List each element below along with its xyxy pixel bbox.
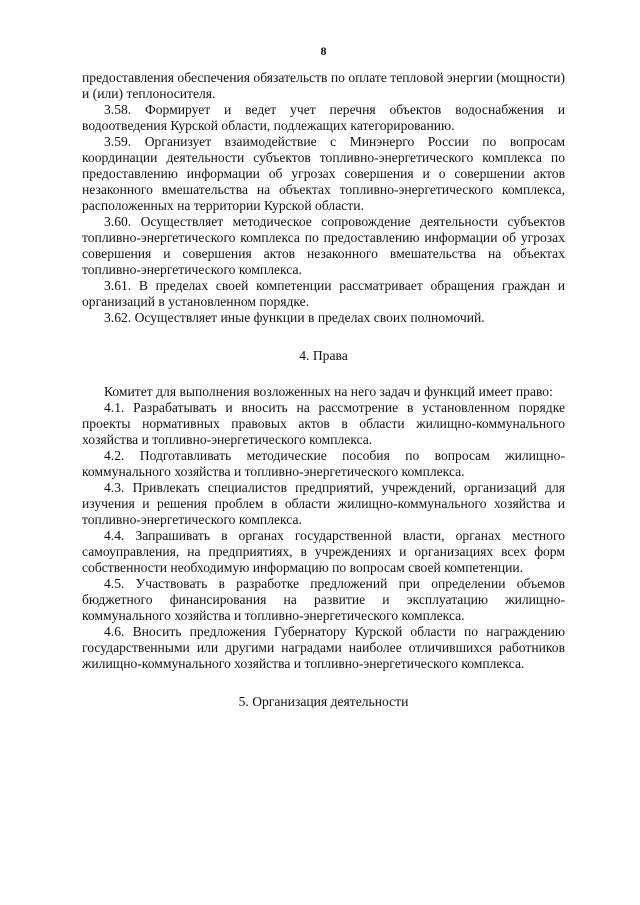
section-5-heading: 5. Организация деятельности [238,694,409,709]
paragraph-text: Разрабатывать и вносить на рассмотрение в установленном порядке проекты нормативных правовых актов в области жилищно-коммунального хозяйства и топливно-энергетического комплекса. [82,400,566,447]
paragraph-3-57-continued: предоставления обеспечения обязательств по оплате тепловой энергии (мощности) и (или) теплоносителя. [82,70,565,101]
paragraph-number: 4.1. [104,400,125,415]
paragraph-number: 3.62. [104,310,132,325]
paragraph-3-59 [82,134,565,214]
paragraph-number: 4.4. [104,528,125,543]
paragraph-number: 4.2. [104,448,125,463]
paragraph-number: 3.61. [104,278,132,293]
paragraph-3-62 [82,310,565,326]
paragraph-text: Участвовать в разработке предложений при определении объемов бюджетного финансирования на развитие и эксплуатацию жилищно-коммунального хозяйства и топливно-энергетического комплекса. [82,576,565,623]
paragraph-number: 4.3. [104,480,125,495]
paragraph-text: Осуществляет методическое сопровождение деятельности субъектов топливно-энергетического комплекса по предоставлению информации об угрозах совершения и совершения актов незаконного вмешательства на объектах топливно-энергетического комплекса. [82,214,565,277]
paragraph-text: Формирует и ведет учет перечня объектов водоснабжения и водоотведения Курской области, подлежащих категорированию. [82,102,565,133]
paragraph-4-2 [82,448,565,480]
paragraph-4-4 [82,528,565,576]
paragraph-4-6 [82,624,565,672]
paragraph-4-3 [82,480,565,528]
paragraph-text: Привлекать специалистов предприятий, учреждений, организаций для изучения и решения проблем в области жилищно-коммунального хозяйства и топливно-энергетического комплекса. [82,480,565,527]
paragraph-text: Запрашивать в органах государственной власти, органах местного самоуправления, на предприятиях, в учреждениях и организациях всех форм собственности необходимую информацию по вопросам своей компетенции. [82,528,566,575]
paragraph-3-61 [82,278,565,310]
paragraph-text: Осуществляет иные функции в пределах своих полномочий. [134,310,485,325]
paragraph-number: 4.5. [104,576,125,591]
paragraph-4-1 [82,400,565,448]
paragraph-text: Подготавливать методические пособия по вопросам жилищно-коммунального хозяйства и топливно-энергетического комплекса. [82,448,565,479]
section-4-intro: Комитет для выполнения возложенных на него задач и функций имеет право: [104,384,553,399]
paragraph-text: В пределах своей компетенции рассматривает обращения граждан и организаций в установленном порядке. [82,278,565,309]
section-4-heading: 4. Права [299,348,348,363]
page-number: 8 [320,44,327,58]
paragraph-number: 3.58. [104,102,132,117]
paragraph-3-60 [82,214,565,278]
document-page [82,44,565,710]
paragraph-number: 4.6. [104,624,125,639]
paragraph-text: Организует взаимодействие с Минэнерго России по вопросам координации деятельности субъектов топливно-энергетического комплекса по предоставлению информации об угрозах совершения и о совершении актов незаконного вмешательства на объектах топливно-энергетического комплекса, расположенных на территории Курской области. [82,134,565,213]
paragraph-text: Вносить предложения Губернатору Курской области по награждению государственными или другими наградами наиболее отличившихся работников жилищно-коммунального хозяйства и топливно-энергетического комплекса. [82,624,565,671]
paragraph-4-5 [82,576,565,624]
paragraph-number: 3.59. [104,134,132,149]
paragraph-3-58 [82,102,565,134]
paragraph-number: 3.60. [104,214,132,229]
